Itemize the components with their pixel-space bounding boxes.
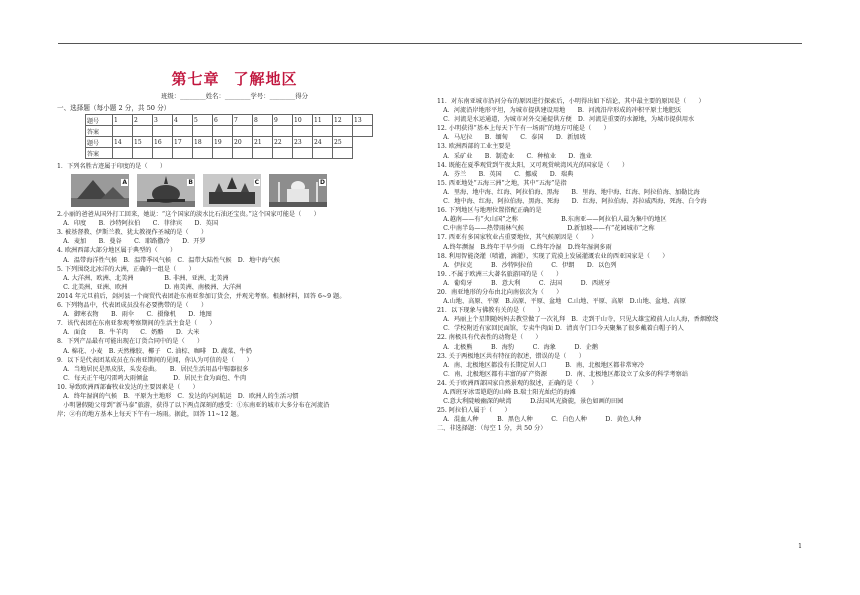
question-number-cell: 16 bbox=[153, 137, 173, 148]
answer-cell bbox=[173, 126, 193, 137]
question-line: 21．以下现象与佛教有关的是（ ） bbox=[437, 307, 544, 315]
question-number-cell: 14 bbox=[113, 137, 133, 148]
question-line: A．河流沿岸地形平坦，为城市提供建设用地 B．河流沿岸形成的冲积平原土地肥沃 bbox=[437, 107, 682, 115]
header-rule bbox=[58, 43, 802, 44]
answer-cell bbox=[113, 126, 133, 137]
answer-cell bbox=[233, 148, 253, 159]
question-line: 9．以下是代表团某成员在东南亚期间的见闻，你认为可信的是（ ） bbox=[57, 356, 253, 364]
question-line: 19. .不属于欧洲三大著名旅游国的是（ ） bbox=[437, 270, 563, 278]
question-number-cell: 11 bbox=[313, 115, 333, 126]
question-line: A．终年湿润的气候 B．平原为主地形 C．发达的内河航运 D．欧洲人的生活习惯 bbox=[57, 392, 299, 400]
question-line: 10. 导致欧洲西部畜牧业发达的主要因素是（ ） bbox=[57, 383, 199, 391]
question-line: C. 北美洲、亚洲、欧洲 D. 南美洲、南极洲、大洋洲 bbox=[57, 283, 242, 291]
question-line: 4. 欧洲西部大部分地区属于典型的（ ） bbox=[57, 247, 177, 255]
question-line: A．混血人种 B．黑色人种 C．白色人种 D．黄色人种 bbox=[437, 416, 642, 424]
picture-label-d: D bbox=[320, 179, 325, 187]
answer-cell bbox=[333, 126, 353, 137]
question-line: 7．该代表团在东南亚参观考察期间的生活主食是（ ） bbox=[57, 320, 216, 328]
question-line: 22. 南极具有代表性的动物是（ ） bbox=[437, 334, 542, 342]
question-line: 8．下列产品最有可能出现在订货合同中的是（ ） bbox=[57, 338, 204, 346]
question-line: 小明暑假随父母到“新马泰”旅游，获得了以下两点深刻的感受：①东南亚的城市大多分布在河流沿 bbox=[57, 402, 330, 410]
question-number-cell: 20 bbox=[233, 137, 253, 148]
question-number-cell: 10 bbox=[293, 115, 313, 126]
question-line: 17. 西亚有多国家牧业占重要地位，其气候原因是（ ） bbox=[437, 234, 598, 242]
answer-cell bbox=[213, 126, 233, 137]
title-topic: 了解地区 bbox=[233, 70, 298, 88]
answer-cell bbox=[253, 148, 273, 159]
question-line: C．河流是水运通道，为城市对外交通提供方便 D．河流是重要的水源地，为城市提供用水 bbox=[437, 116, 695, 124]
answer-cell bbox=[113, 148, 133, 159]
question-line: A．葡萄牙 B．意大利 C．法国 D．西班牙 bbox=[437, 279, 611, 287]
question-number-cell: 9 bbox=[273, 115, 293, 126]
question-1: 1．下列名胜古迹属于印度的是（ ） bbox=[57, 163, 167, 170]
question-line: A．麦加 B．曼谷 C．耶路撒冷 D．开罗 bbox=[57, 238, 206, 246]
question-number-cell: 5 bbox=[193, 115, 213, 126]
picture-angkor-temple bbox=[203, 174, 261, 207]
question-line: A.西班牙冰雪皑皑的山峰 B.瑞士阳光灿烂的海滩 bbox=[437, 389, 576, 396]
question-number-cell: 4 bbox=[173, 115, 193, 126]
question-line: A．采矿业 B．制造业 C．种植业 D．渔业 bbox=[437, 152, 592, 160]
answer-cell bbox=[233, 126, 253, 137]
question-line: A.山地、高原、平原 B.高原、平原、盆地 C.山地、平原、高原 D.山地、盆地、高原 bbox=[437, 298, 686, 306]
question-number-cell: 8 bbox=[253, 115, 273, 126]
question-line: C．南、北极地区都有丰富的矿产资源 D．南、北极地区都设立了众多的科学考察站 bbox=[437, 370, 689, 378]
question-line: 20．南亚地形的分布由北向南依次为（ ） bbox=[437, 288, 563, 296]
question-line: 5. 下列围绕北冰洋的大洲，正确的一组是（ ） bbox=[57, 265, 195, 273]
picture-pyramids bbox=[71, 174, 129, 207]
answer-cell bbox=[253, 126, 273, 137]
answer-cell bbox=[133, 126, 153, 137]
question-line: A．面食 B．牛羊肉 C．奶酪 D．大米 bbox=[57, 329, 200, 337]
answer-table bbox=[85, 114, 373, 159]
question-line: 6. 下列物品中，代表团成员没有必要携带的是（ ） bbox=[57, 302, 208, 310]
question-line: A. 大洋洲、欧洲、北美洲 B. 非洲、亚洲、北美洲 bbox=[57, 274, 229, 282]
question-line: 2014 年元旦前后，剑河县一个商贸代表团赴东南亚参加订货会，并观光考察。根据材料，回答 6~9 题。 bbox=[57, 292, 346, 300]
question-line: 23. 关于两极地区共有特征的叙述，错误的是（ ） bbox=[437, 352, 585, 360]
left-question-list bbox=[57, 210, 412, 419]
question-line: C．每天正午电闪雷鸣大雨倾盆 D．居民主食为面包、牛肉 bbox=[57, 374, 247, 382]
question-line: C．地中海、红海、阿拉伯海、黑海、死海 D．红海、阿拉伯海、苏拉威西海、死海、白令海 bbox=[437, 198, 707, 206]
question-line: C.中南半岛——热带雨林气候 D.新加坡——有“花园城市”之称 bbox=[437, 225, 655, 233]
question-line: 14. 既能在夏季观赏到午夜太阳，又可观赏峡湾风光的国家是（ ） bbox=[437, 161, 629, 169]
picture-pagoda bbox=[137, 174, 195, 207]
section-heading-choice: 一、选择题（每小题 2 分，共 50 分） bbox=[57, 104, 171, 112]
title-chapter: 第七章 bbox=[171, 70, 220, 88]
table-header-cell: 题号 bbox=[86, 115, 113, 126]
question-line: A.终年濒湿 B.终年干旱少雨 C.终年冷湿 D.终年湿润多雨 bbox=[437, 243, 612, 251]
question-number-cell: 19 bbox=[213, 137, 233, 148]
question-number-cell: 13 bbox=[353, 115, 373, 126]
answer-cell bbox=[333, 148, 353, 159]
question-line: A．御寒衣物 B．雨伞 C．摄像机 D．地图 bbox=[57, 311, 212, 319]
question-line: 12. 小明获得“基本上每天下午有一场雨”的地方可能是（ ） bbox=[437, 125, 610, 133]
table-answer-label: 答案 bbox=[86, 126, 113, 137]
answer-cell bbox=[273, 148, 293, 159]
question-number-cell: 7 bbox=[233, 115, 253, 126]
question-line: A．芬兰 B．英国 C．挪威 D．瑞典 bbox=[437, 170, 574, 178]
question-number-cell: 24 bbox=[313, 137, 333, 148]
question-line: 18. 利用智能浇灌（喷灌，滴灌），实现了荒漠上发展灌溉农业的西亚国家是（ ） bbox=[437, 252, 669, 260]
question-line: A．玛丽上个星期随妈妈去教堂做了一次礼拜 B．走到干山寺，只见大雄宝殿前人山人海，香烟缭绕 bbox=[437, 316, 719, 324]
answer-cell bbox=[153, 126, 173, 137]
question-number-cell: 21 bbox=[253, 137, 273, 148]
question-line: A．当地居民是黑皮肤，头发卷曲。 B．居民生活用品中锡器很多 bbox=[57, 365, 249, 373]
answer-cell bbox=[133, 148, 153, 159]
question-line: C.意大利陡峻幽深的峡湾 D.法国风光旖旎，景色如画的田园 bbox=[437, 398, 624, 406]
table-answer-label: 答案 bbox=[86, 148, 113, 159]
left-column bbox=[57, 62, 412, 419]
answer-cell bbox=[313, 126, 333, 137]
question-line: A．马尼拉 B．缅甸 C．泰国 D．新加坡 bbox=[437, 134, 586, 142]
picture-label-a: A bbox=[122, 179, 127, 187]
question-number-cell: 15 bbox=[133, 137, 153, 148]
question-number-cell: 23 bbox=[293, 137, 313, 148]
question-number-cell: 6 bbox=[213, 115, 233, 126]
question-line: A．印度 B．沙特阿拉伯 C．菲律宾 D．英国 bbox=[57, 220, 219, 228]
question-number-cell: 25 bbox=[333, 137, 353, 148]
question-number-cell: 12 bbox=[333, 115, 353, 126]
question-line: 24. 关于欧洲西部国家自然景观的叙述，正确的是（ ） bbox=[437, 379, 598, 387]
answer-cell bbox=[213, 148, 233, 159]
question-number-cell: 1 bbox=[113, 115, 133, 126]
question-line: 13. 欧洲西部的工业主要是 bbox=[437, 143, 511, 151]
question-line: A．里海、地中海、红海、阿拉伯海、黑海 B．里海、地中海、红海、阿拉伯海、加勒比海 bbox=[437, 188, 700, 196]
question-line: A．伊拉克 B．沙特阿拉伯 C．伊朗 D．以色列 bbox=[437, 261, 617, 269]
question-line: 2.小丽的爸爸从国外打工回来，她说：“这个国家的淡水比石油还宝贵。”这个国家可能是（ ） bbox=[57, 211, 320, 219]
question-line: A. 棉花、小麦 B. 天然橡胶、椰子 C. 油棕、咖啡 D. 蔬菜、牛奶 bbox=[57, 347, 252, 355]
question-line: A．南、北极地区都没有长期定居人口 B．南、北极地区都非常寒冷 bbox=[437, 361, 645, 369]
page-number: 1 bbox=[798, 543, 802, 550]
question-number-cell: 2 bbox=[133, 115, 153, 126]
answer-cell bbox=[293, 148, 313, 159]
question-line: 16. 下列地区与地理位置搭配正确的是 bbox=[437, 207, 542, 215]
question-line: A．北极熊 B．海豹 C．海象 D．企鹅 bbox=[437, 343, 599, 351]
question-line: C．学校附近有家回民面馆，专卖牛肉面 D．清真寺门口今天聚集了很多戴着白帽子的人 bbox=[437, 325, 684, 333]
right-question-list bbox=[437, 97, 809, 433]
question-line: 岸；②有的地方基本上每天下午有一场雨。据此，回答 11~12 题。 bbox=[57, 411, 243, 419]
answer-cell bbox=[353, 126, 373, 137]
question-line: A.越南——有“火山国”之称 B.东南亚——阿拉伯人最为集中的地区 bbox=[437, 216, 667, 224]
answer-cell bbox=[153, 148, 173, 159]
question-number-cell: 3 bbox=[153, 115, 173, 126]
question-line: 15. 西亚地处“五海三洲”之地，其中“五海”是指 bbox=[437, 179, 567, 187]
answer-cell bbox=[173, 148, 193, 159]
page-title bbox=[57, 68, 412, 89]
answer-cell bbox=[193, 148, 213, 159]
answer-cell bbox=[273, 126, 293, 137]
picture-taj-mahal bbox=[269, 174, 327, 207]
question-line: 二、非选择题：（每空 1 分，共 50 分） bbox=[437, 425, 547, 433]
question-line: 11．对东南亚城市沿河分布的原因进行探索后，小明得出如下结论，其中最主要的原因是（ ） bbox=[437, 98, 705, 105]
question-line: 3. 被基督教、伊斯兰教、犹太教视作圣城的是（ ） bbox=[57, 229, 208, 237]
question-line: 25. 阿拉伯人属于（ ） bbox=[437, 407, 511, 415]
table-header-cell: 题号 bbox=[86, 137, 113, 148]
landmark-pictures bbox=[71, 174, 412, 207]
answer-cell bbox=[293, 126, 313, 137]
picture-label-b: B bbox=[188, 179, 193, 187]
question-number-cell: 22 bbox=[273, 137, 293, 148]
right-column bbox=[437, 97, 809, 433]
question-line: A．温带海洋性气候 B．温带季风气候 C．温带大陆性气候 D．地中海气候 bbox=[57, 256, 280, 264]
picture-label-c: C bbox=[254, 179, 259, 187]
answer-cell bbox=[313, 148, 333, 159]
question-number-cell: 17 bbox=[173, 137, 193, 148]
answer-cell bbox=[193, 126, 213, 137]
question-number-cell: 18 bbox=[193, 137, 213, 148]
student-info-line: 班级：________姓名：________学号：________得分 bbox=[161, 92, 308, 100]
